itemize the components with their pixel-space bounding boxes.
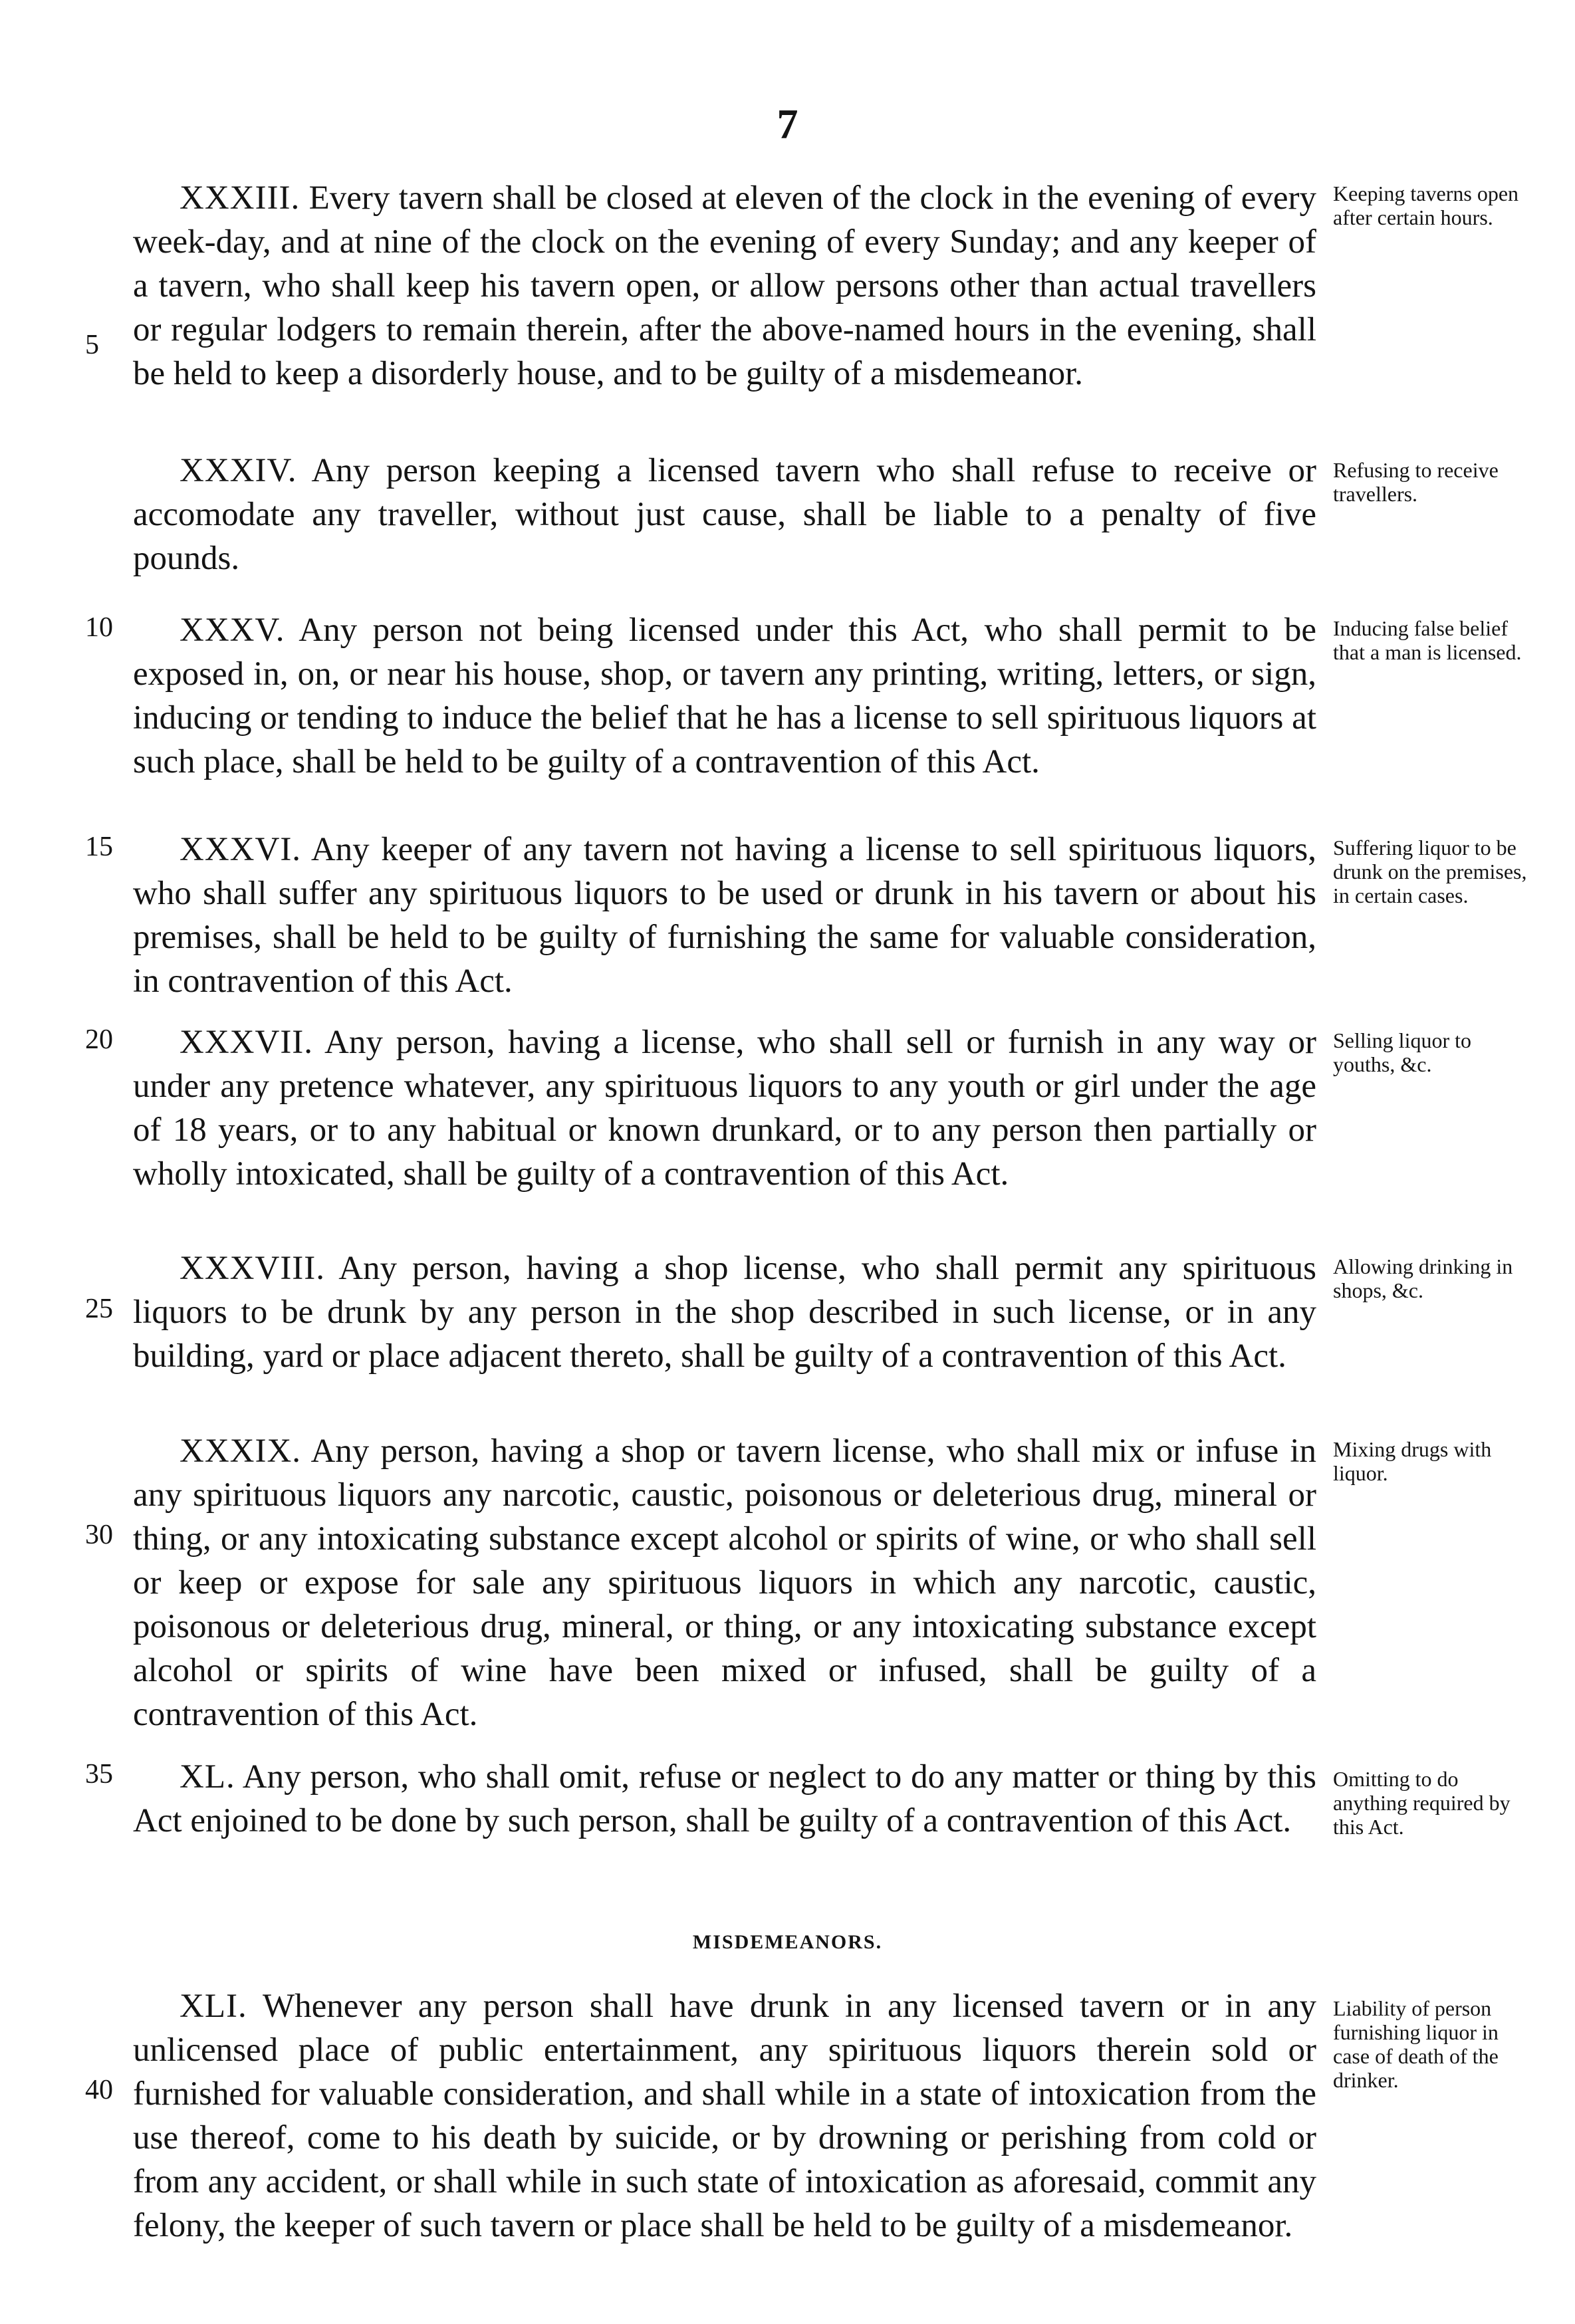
section-number: XLI.	[180, 1988, 247, 2025]
section-text: Every tavern shall be closed at eleven of the clock in the evening of every week-day, and at nine of the clock on the evening of every Sunday; and any keeper of a tavern, who shall keep his tavern open, or allow persons other than actual travellers or regular lodgers to remain therein, after the above-named hours in the evening, shall be held to keep a disorderly house, and to be guilty of a misdemeanor.	[133, 179, 1317, 392]
section-text: Any person, having a shop license, who shall permit any spirituous liquors to be drunk by any person in the shop described in such license, or in any building, yard or place adjacent thereto, shall be guilty of a contravention of this Act.	[133, 1250, 1316, 1375]
line-number: 10	[85, 612, 113, 643]
line-number: 25	[85, 1294, 113, 1324]
section-number: XXXIII.	[180, 179, 301, 217]
margin-note: Mixing drugs with liquor.	[1333, 1437, 1492, 1485]
margin-note: Selling liquor to youths, &c.	[1333, 1028, 1471, 1076]
line-number: 40	[85, 2075, 113, 2105]
margin-note: Keeping taverns open after certain hours.	[1333, 181, 1519, 229]
margin-note: Omitting to do anything required by this Act.	[1333, 1767, 1511, 1839]
line-number: 30	[85, 1520, 113, 1550]
section-number: XXXVIII.	[180, 1250, 326, 1287]
line-number: 5	[85, 330, 99, 360]
page-number: 7	[777, 100, 798, 148]
line-number: 20	[85, 1024, 113, 1055]
margin-note: Suffering liquor to be drunk on the premises, in certain cases.	[1333, 836, 1527, 907]
section-text: Whenever any person shall have drunk in any licensed tavern or in any unlicensed place of public entertainment, any spirituous liquors therein sold or furnished for valuable consideration, and shall while in a state of intoxication from the use thereof, come to his death by suicide, or by drowning or perishing from cold or from any accident, or shall while in such state of intoxication as aforesaid, commit any felony, the keeper of such tavern or place shall be held to be guilty of a misdemeanor.	[133, 1988, 1316, 2244]
section-number: XXXIV.	[180, 452, 297, 489]
section-number: XXXVII.	[180, 1024, 314, 1061]
section-text: Any person keeping a licensed tavern who shall refuse to receive or accomodate any traveller, without just cause, shall be liable to a penalty of five pounds.	[133, 452, 1316, 577]
section-number: XL.	[180, 1758, 235, 1796]
section-number: XXXV.	[180, 612, 285, 649]
section-number: XXXVI.	[180, 831, 302, 868]
line-number: 15	[85, 832, 113, 862]
section-text: Any person, having a license, who shall sell or furnish in any way or under any pretence whatever, any spirituous liquors to any youth or girl under the age of 18 years, or to any habitual or known drunkard, or to any person then partially or wholly intoxicated, shall be guilty of a contravention of this Act.	[133, 1024, 1316, 1193]
margin-note: Allowing drinking in shops, &c.	[1333, 1254, 1513, 1302]
section-number: XXXIX.	[180, 1433, 302, 1470]
margin-note: Liability of person furnishing liquor in case of death of the drinker.	[1333, 1996, 1499, 2092]
section-text: Any keeper of any tavern not having a license to sell spirituous liquors, who shall suffer any spirituous liquors to be used or drunk in his tavern or about his premises, shall be held to be guilty of furnishing the same for valuable consideration, in contravention of this Act.	[133, 831, 1317, 1000]
section-text: Any person, having a shop or tavern license, who shall mix or infuse in any spirituous liquors any narcotic, caustic, poisonous or deleterious drug, mineral or thing, or any intoxicating substance except alcohol or spirits of wine, or who shall sell or keep or expose for sale any spirituous liquors in which any narcotic, caustic, poisonous or deleterious drug, mineral, or thing, or any intoxicating substance except alcohol or spirits of wine have been mixed or infused, shall be guilty of a contravention of this Act.	[133, 1433, 1317, 1733]
section-heading: MISDEMEANORS.	[692, 1931, 883, 1953]
line-number: 35	[85, 1759, 113, 1790]
margin-note: Inducing false belief that a man is licensed.	[1333, 616, 1522, 664]
section-text: Any person not being licensed under this Act, who shall permit to be exposed in, on, or near his house, shop, or tavern any printing, writing, letters, or sign, inducing or tending to induce the belief that he has a license to sell spirituous liquors at such place, shall be held to be guilty of a contravention of this Act.	[133, 612, 1316, 780]
margin-note: Refusing to receive travellers.	[1333, 458, 1499, 506]
section-text: Any person, who shall omit, refuse or neglect to do any matter or thing by this Act enjoined to be done by such person, shall be guilty of a contravention of this Act.	[133, 1758, 1316, 1839]
